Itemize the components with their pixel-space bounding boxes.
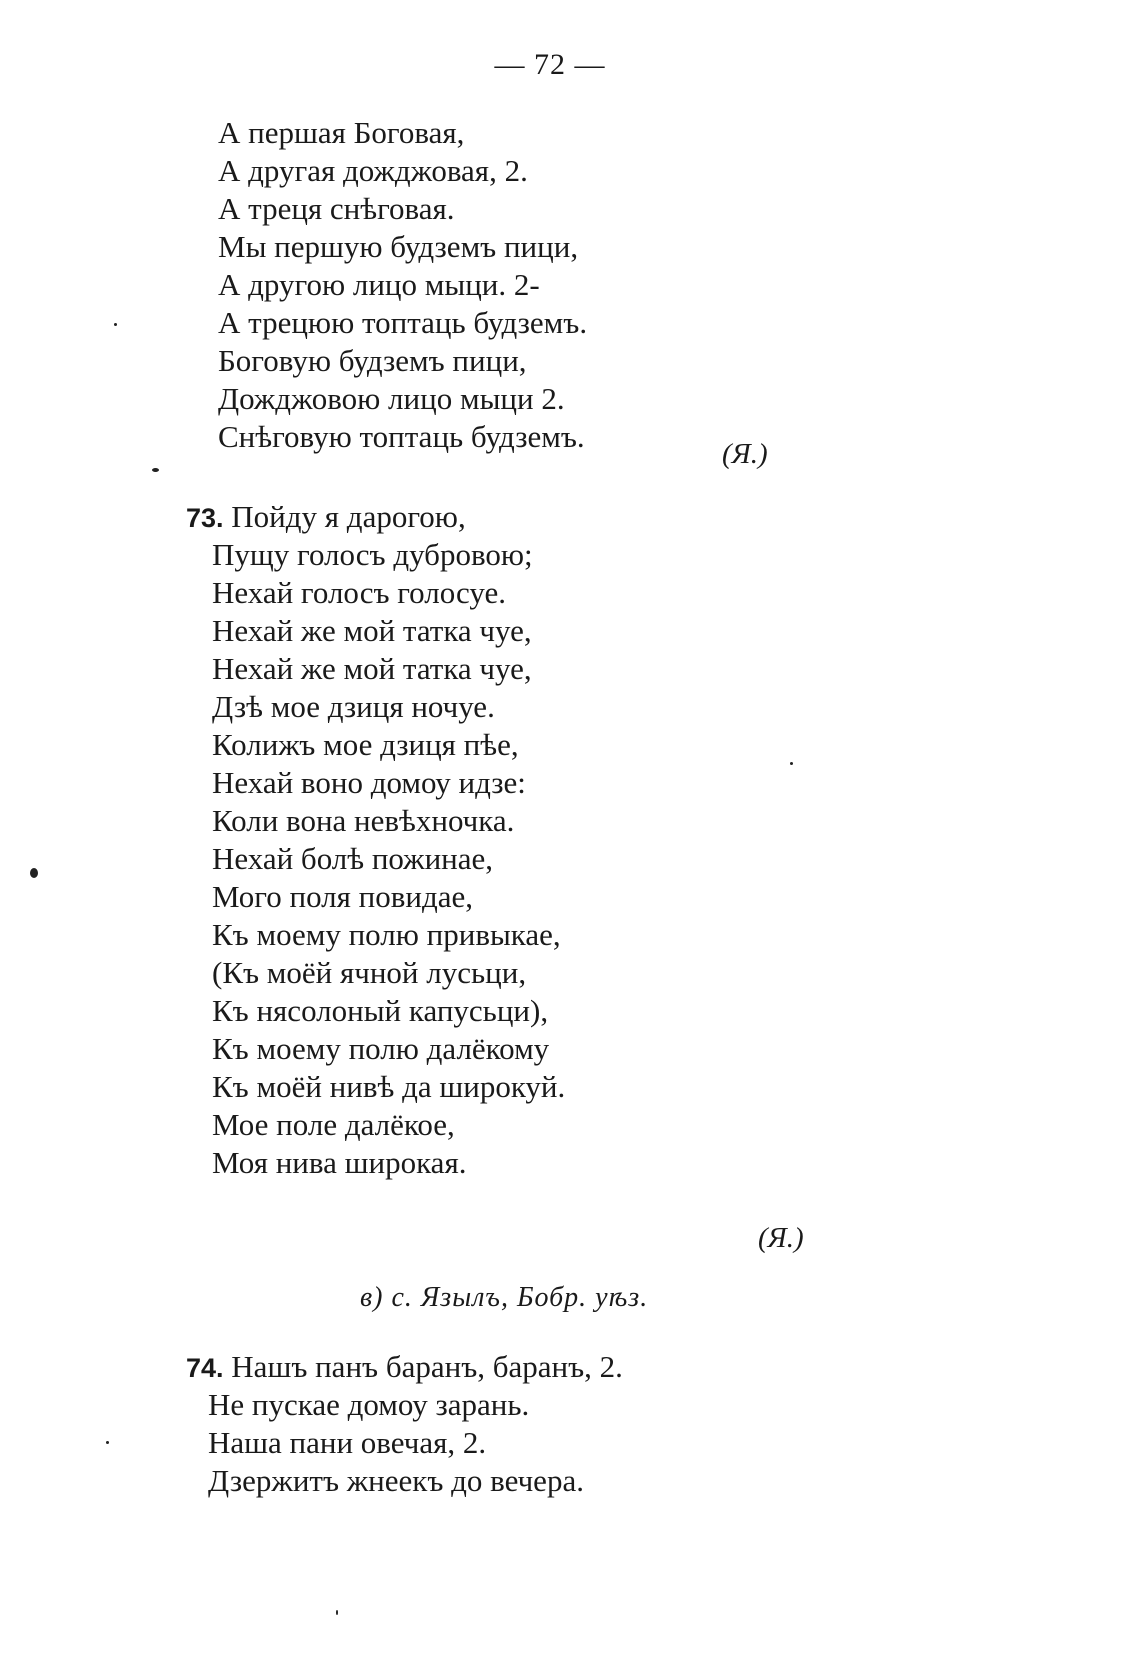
poem-73 xyxy=(186,498,466,536)
poem-line: Нехай же мой татка чуе, xyxy=(212,613,532,648)
poem-line: Моя нива широкая. xyxy=(212,1145,467,1180)
poem-line: (Къ моёй ячной лусьци, xyxy=(212,955,527,990)
poem-line: А другою лицо мыци. 2- xyxy=(218,267,540,302)
poem-line: Къ моёй нивѣ да широкуй. xyxy=(212,1069,566,1104)
poem-line: Дзержитъ жнеекъ до вечера. xyxy=(208,1463,584,1498)
poem-line: Мого поля повидае, xyxy=(212,879,474,914)
poem-line: А другая дожджовая, 2. xyxy=(218,153,528,188)
page-number: — 72 — xyxy=(494,48,606,81)
poem-line: Боговую будземъ пици, xyxy=(218,343,527,378)
poem-line: Нехай же мой татка чуе, xyxy=(212,651,532,686)
poem-line: Нехай воно домоу идзе: xyxy=(212,765,526,800)
source-attribution: (Я.) xyxy=(758,1222,804,1254)
poem-line: Дожджовою лицо мыци 2. xyxy=(218,381,565,416)
poem-line: Снѣговую топтаць будземъ. xyxy=(218,419,585,454)
scan-speck xyxy=(790,762,793,765)
poem-line: Мое поле далёкое, xyxy=(212,1107,455,1142)
scan-speck xyxy=(336,1610,338,1615)
poem-line: Не пускае домоу зарань. xyxy=(208,1387,530,1422)
poem-line-text: Нашъ панъ баранъ, баранъ, 2. xyxy=(231,1349,623,1384)
poem-line-text: Пойду я дарогою, xyxy=(231,499,466,534)
source-attribution: (Я.) xyxy=(722,438,768,470)
poem-number: 74. xyxy=(186,1353,224,1383)
scan-speck xyxy=(152,468,159,472)
scan-speck xyxy=(30,868,38,878)
poem-line: Коли вона невѣхночка. xyxy=(212,803,515,838)
poem-73-body xyxy=(212,536,565,1182)
section-heading: в) с. Язылъ, Бобр. уѣз. xyxy=(360,1282,649,1313)
poem-first-line xyxy=(186,498,466,536)
poem-number: 73. xyxy=(186,503,224,533)
poem-line: Пущу голосъ дубровою; xyxy=(212,537,533,572)
poem-line: А першая Боговая, xyxy=(218,115,465,150)
poem-line: Нехай голосъ голосуе. xyxy=(212,575,506,610)
poem-line: Наша пани овечая, 2. xyxy=(208,1425,487,1460)
poem-74 xyxy=(186,1348,623,1386)
poem-72-continuation xyxy=(218,114,587,456)
poem-line: Къ нясолоный капусьци), xyxy=(212,993,549,1028)
scan-speck xyxy=(114,323,117,326)
poem-line: Колижъ мое дзиця пѣе, xyxy=(212,727,519,762)
poem-74-body xyxy=(208,1386,584,1500)
poem-line: Дзѣ мое дзиця ночуе. xyxy=(212,689,495,724)
poem-line: А треця снѣговая. xyxy=(218,191,455,226)
poem-first-line xyxy=(186,1348,623,1386)
poem-line: Нехай болѣ пожинае, xyxy=(212,841,494,876)
scan-speck xyxy=(106,1441,109,1444)
poem-line: А трецюю топтаць будземъ. xyxy=(218,305,588,340)
poem-line: Мы першую будземъ пици, xyxy=(218,229,579,264)
poem-line: Къ моему полю привыкае, xyxy=(212,917,561,952)
poem-line: Къ моему полю далёкому xyxy=(212,1031,550,1066)
